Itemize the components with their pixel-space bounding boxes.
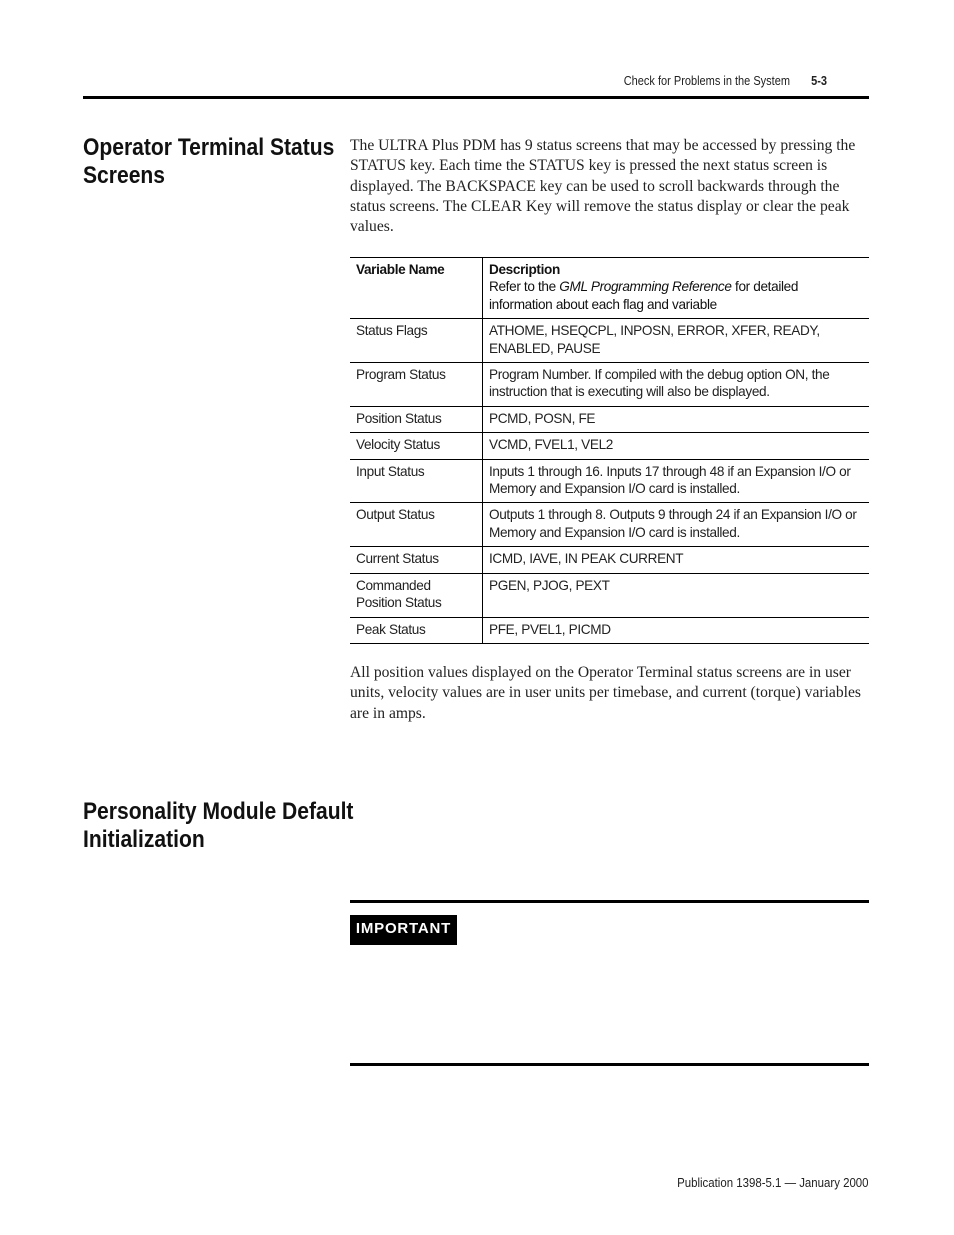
variable-name: Status Flags [350, 319, 483, 363]
variable-description: PFE, PVEL1, PICMD [483, 617, 870, 643]
running-header [624, 74, 827, 88]
variable-description: Program Number. If compiled with the debug option ON, the instruction that is executing will also be displayed. [483, 363, 870, 407]
variable-description: Inputs 1 through 16. Inputs 17 through 48 if an Expansion I/O or Memory and Expansion I/O card is installed. [483, 459, 870, 503]
important-top-rule [350, 900, 869, 903]
chapter-title: Check for Problems in the System [623, 74, 790, 88]
status-screens-intro: The ULTRA Plus PDM has 9 status screens that may be accessed by pressing the STATUS key. Each time the STATUS key is pressed the next status screen is displayed. The BACKSPACE key can be used to scroll backwards through the status screens. The CLEAR Key will remove the status display or clear the peak values. [350, 137, 856, 236]
important-bottom-rule [350, 1063, 869, 1066]
table-row [350, 319, 869, 363]
publication-footer: Publication 1398-5.1 — January 2000 [677, 1175, 869, 1190]
column-header-description [483, 258, 870, 319]
variable-name: Position Status [350, 406, 483, 432]
table-row [350, 617, 869, 643]
variable-description: VCMD, FVEL1, VEL2 [483, 433, 870, 459]
table-header-row [350, 258, 869, 319]
reference-title: GML Programming Reference [559, 279, 732, 295]
table-row [350, 547, 869, 573]
variable-description: Outputs 1 through 8. Outputs 9 through 24 if an Expansion I/O or Memory and Expansion I/O card is installed. [483, 503, 870, 547]
table-row [350, 459, 869, 503]
variable-name: Peak Status [350, 617, 483, 643]
description-heading: Description [489, 262, 560, 277]
status-screens-units-note: All position values displayed on the Operator Terminal status screens are in user units, velocity values are in user units per timebase, and current (torque) variables are in amps. [350, 664, 861, 722]
page-number: 5-3 [811, 74, 827, 88]
variable-name: Current Status [350, 547, 483, 573]
header-rule [83, 96, 869, 99]
variable-description: ICMD, IAVE, IN PEAK CURRENT [483, 547, 870, 573]
table-row [350, 573, 869, 617]
table-row [350, 503, 869, 547]
variable-name: Velocity Status [350, 433, 483, 459]
variable-description: ATHOME, HSEQCPL, INPOSN, ERROR, XFER, READY, ENABLED, PAUSE [483, 319, 870, 363]
section-title-personality-module: Personality Module Default Initialization [83, 798, 354, 853]
column-header-variable-name: Variable Name [350, 258, 483, 319]
variable-name: Program Status [350, 363, 483, 407]
variable-description: PCMD, POSN, FE [483, 406, 870, 432]
variable-name: Output Status [350, 503, 483, 547]
variable-name: Commanded Position Status [350, 573, 483, 617]
section-title-status-screens: Operator Terminal Status Screens [83, 134, 335, 189]
table-row [350, 363, 869, 407]
important-badge: IMPORTANT [350, 915, 457, 945]
table-row [350, 406, 869, 432]
subheading-prefix: Refer to the [489, 279, 560, 295]
description-subheading [489, 278, 863, 313]
subheading-suffix: for detailed information about each flag and variable [489, 279, 799, 312]
table-row [350, 433, 869, 459]
variable-description: PGEN, PJOG, PEXT [483, 573, 870, 617]
status-variables-table [350, 257, 869, 644]
variable-name: Input Status [350, 459, 483, 503]
